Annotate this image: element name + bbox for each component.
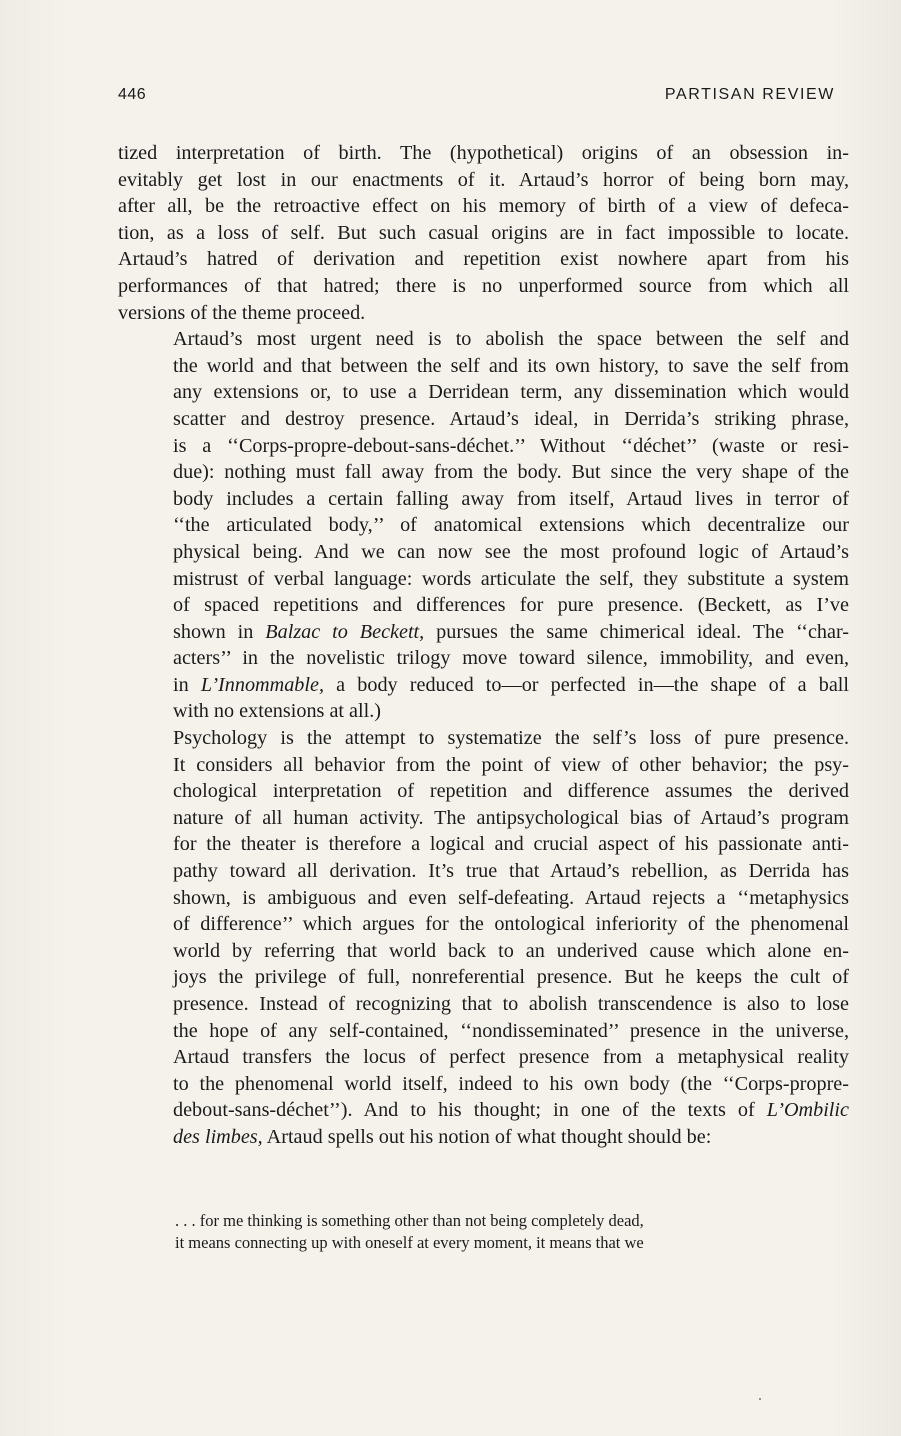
text-line: pathy toward all derivation. It’s true that Artaud’s rebellion, as Derrida has: [173, 860, 849, 883]
text-line: in L’Innommable, a body reduced to—or perfected in—the shape of a ball: [173, 673, 849, 696]
paper-speck: [759, 1398, 761, 1400]
text-line: nature of all human activity. The antipsychological bias of Artaud’s program: [173, 806, 849, 829]
text-line: mistrust of verbal language: words articulate the self, they substitute a system: [173, 567, 849, 590]
text-line: of difference’’ which argues for the ontological inferiority of the phenomenal: [173, 913, 849, 936]
text-line: shown, is ambiguous and even self-defeating. Artaud rejects a ‘‘metaphysics: [173, 886, 849, 909]
text-line: the world and that between the self and its own history, to save the self from: [173, 354, 849, 377]
journal-title: PARTISAN REVIEW: [664, 86, 835, 103]
paragraph: [118, 725, 849, 1151]
text-line: performances of that hatred; there is no unperformed source from which all: [118, 274, 849, 297]
text-line: is a ‘‘Corps-propre-debout-sans-déchet.’’ Without ‘‘déchet’’ (waste or resi-: [173, 434, 849, 457]
text-line: des limbes, Artaud spells out his notion of what thought should be:: [173, 1125, 712, 1148]
text-line: physical being. And we can now see the most profound logic of Artaud’s: [173, 540, 849, 563]
text-line: chological interpretation of repetition and difference assumes the derived: [173, 780, 849, 803]
text-line: tion, as a loss of self. But such casual origins are in fact impossible to locate.: [118, 221, 849, 244]
text-line: with no extensions at all.): [173, 700, 382, 723]
text-line: scatter and destroy presence. Artaud’s ideal, in Derrida’s striking phrase,: [173, 407, 849, 430]
paragraph: [118, 140, 849, 326]
text-line: Artaud transfers the locus of perfect presence from a metaphysical reality: [173, 1046, 849, 1069]
italic-title: Balzac to Beckett,: [265, 620, 425, 643]
quote-line: . . . for me thinking is something other than not being completely dead,: [175, 1211, 644, 1230]
text-line: acters’’ in the novelistic trilogy move toward silence, immobility, and even,: [173, 647, 849, 670]
text-line: the hope of any self-contained, ‘‘nondisseminated’’ presence in the universe,: [173, 1019, 849, 1042]
text-line: Artaud’s hatred of derivation and repetition exist nowhere apart from his: [118, 248, 849, 271]
text-line: versions of the theme proceed.: [118, 301, 366, 324]
text-line: joys the privilege of full, nonreferential presence. But he keeps the cult of: [173, 966, 849, 989]
quote-line: it means connecting up with oneself at every moment, it means that we: [175, 1233, 644, 1252]
paragraph: [118, 326, 849, 725]
body-text: [118, 140, 849, 1151]
page-number: 446: [118, 86, 147, 103]
text-line: world by referring that world back to an underived cause which alone en-: [173, 939, 849, 962]
running-head: [118, 86, 835, 108]
text-line: due): nothing must fall away from the body. But since the very shape of the: [173, 461, 849, 484]
text-line: debout-sans-déchet’’). And to his thought; in one of the texts of L’Ombilic: [173, 1099, 849, 1122]
text-line: of spaced repetitions and differences for pure presence. (Beckett, as I’ve: [173, 594, 849, 617]
block-quote: [175, 1210, 815, 1254]
text-line: tized interpretation of birth. The (hypothetical) origins of an obsession in-: [118, 142, 849, 164]
text-line: shown in Balzac to Beckett, pursues the same chimerical ideal. The ‘‘char-: [173, 620, 849, 643]
text-line: any extensions or, to use a Derridean term, any dissemination which would: [173, 381, 849, 404]
text-line: to the phenomenal world itself, indeed to his own body (the ‘‘Corps-propre-: [173, 1072, 849, 1095]
text-line: Artaud’s most urgent need is to abolish the space between the self and: [173, 328, 849, 351]
italic-title: des limbes,: [173, 1125, 263, 1148]
text-line: body includes a certain falling away from itself, Artaud lives in terror of: [173, 487, 849, 510]
text-line: It considers all behavior from the point of view of other behavior; the psy-: [173, 753, 849, 776]
text-line: evitably get lost in our enactments of it. Artaud’s horror of being born may,: [118, 168, 849, 191]
italic-title: L’Innommable,: [200, 673, 325, 696]
text-line: Psychology is the attempt to systematize the self’s loss of pure presence.: [173, 727, 849, 750]
italic-title: L’Ombilic: [766, 1099, 849, 1122]
text-line: for the theater is therefore a logical and crucial aspect of his passionate anti-: [173, 833, 849, 856]
text-line: ‘‘the articulated body,’’ of anatomical extensions which decentralize our: [173, 514, 849, 537]
text-line: presence. Instead of recognizing that to abolish transcendence is also to lose: [173, 993, 849, 1015]
text-line: after all, be the retroactive effect on his memory of birth of a view of defeca-: [118, 195, 849, 218]
